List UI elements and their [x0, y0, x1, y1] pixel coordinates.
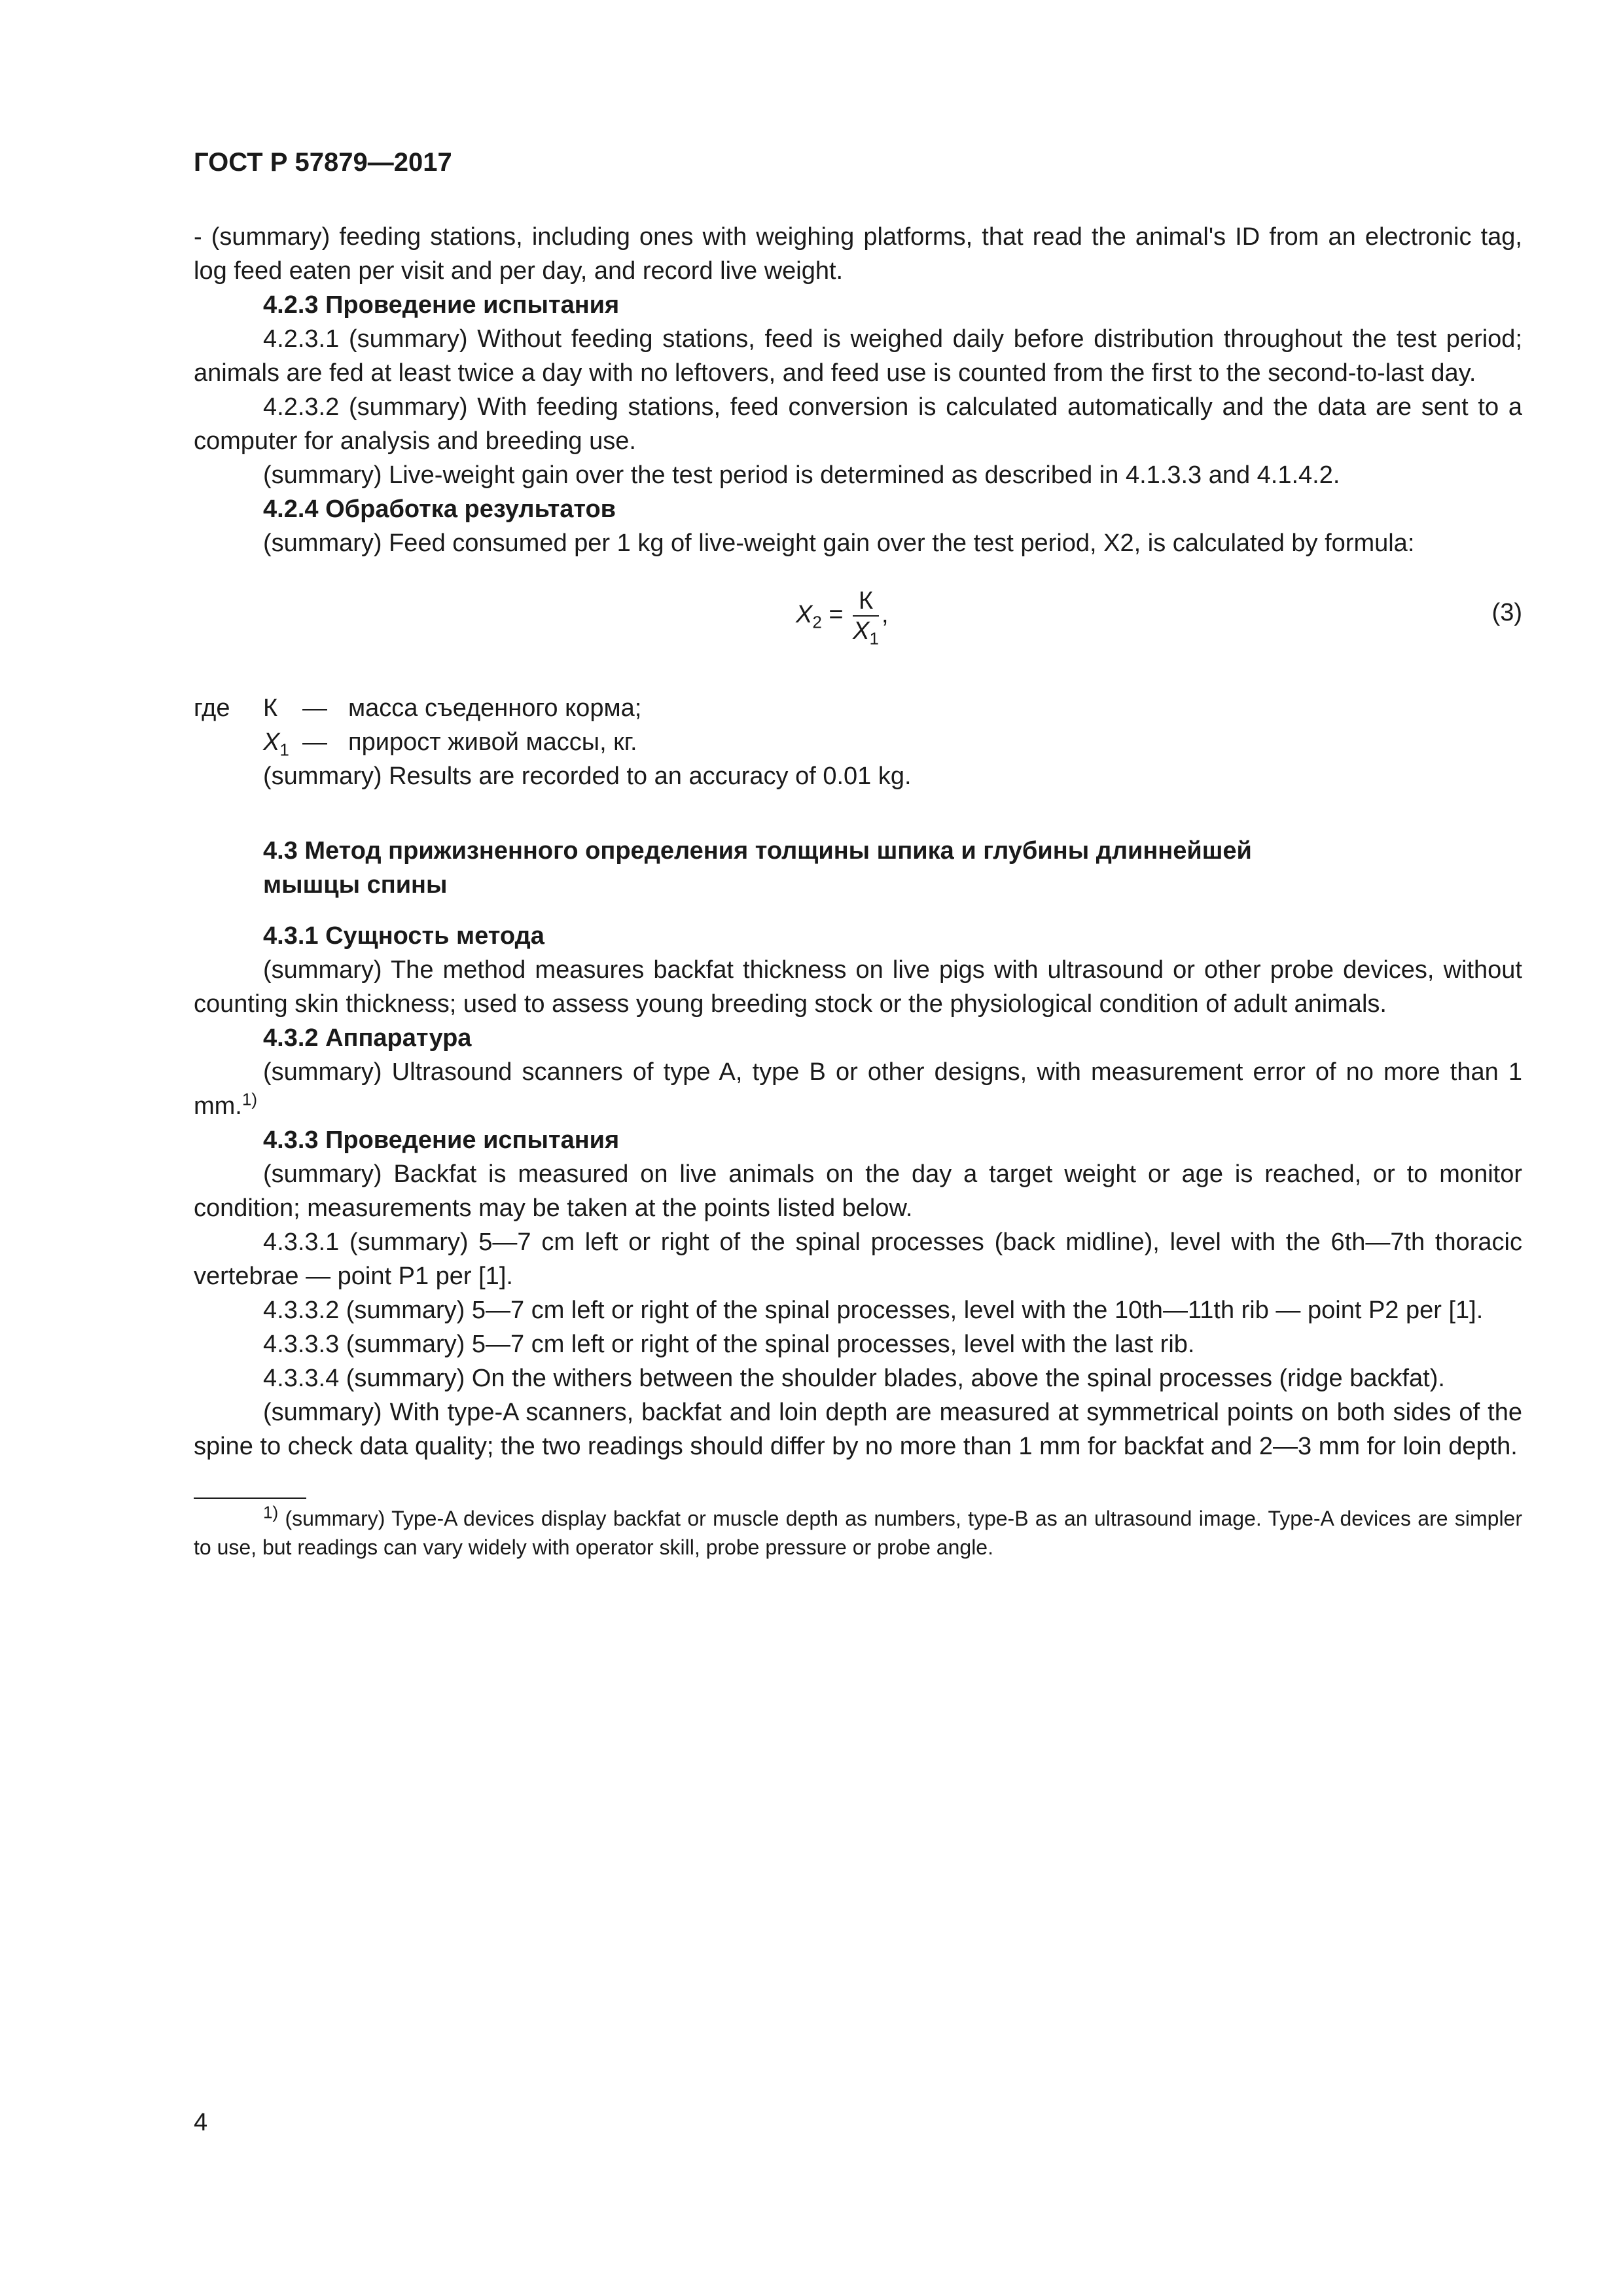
- footnote-text: (summary) Type-A devices display backfat or muscle depth as numbers, type-B as an ultrasound image. Type-A devices are simpler to use, but readings can vary widely with operator skill, probe pressure or probe angle.: [194, 1507, 1523, 1559]
- where-x-sub: 1: [279, 740, 289, 760]
- formula-den-var: X: [853, 617, 870, 645]
- formula-denominator: [853, 617, 879, 649]
- heading-4-3-line2: мышцы спины: [263, 871, 448, 899]
- heading-4-3-3: 4.3.3 Проведение испытания: [263, 1126, 620, 1154]
- where-symbol-x1: [263, 725, 302, 759]
- document-header: ГОСТ Р 57879—2017: [194, 148, 452, 177]
- formula-3: [194, 583, 1522, 668]
- footnote-ref: 1): [241, 1089, 257, 1109]
- heading-4-2-3: 4.2.3 Проведение испытания: [263, 291, 620, 319]
- footnote-marker: 1): [263, 1502, 279, 1522]
- paragraph-4-3-3-3: 4.3.3.3 (summary) 5—7 cm left or right of the spinal processes, level with the last rib.: [263, 1331, 1195, 1358]
- paragraph-intro: - (summary) feeding stations, including ones with weighing platforms, that read the animal's ID from an electronic tag, log feed eaten per visit and per day, and record live weight.: [194, 223, 1522, 285]
- where-row-x1: [194, 725, 1522, 759]
- heading-4-3-1: 4.3.1 Сущность метода: [263, 922, 544, 950]
- paragraph-4-3-3-2: 4.3.3.2 (summary) 5—7 cm left or right of the spinal processes, level with the 10th—11th rib — point P2 per [1].: [263, 1297, 1484, 1324]
- heading-4-3: [194, 834, 1522, 902]
- where-lead: где: [194, 694, 230, 722]
- footnote: [194, 1504, 1522, 1562]
- formula-den-sub: 1: [869, 628, 879, 649]
- paragraph-4-3-1: (summary) The method measures backfat thickness on live pigs with ultrasound or other probe devices, without counting skin thickness; used to assess young breeding stock or the physiological condition of adult animals.: [194, 956, 1522, 1018]
- formula-eq: =: [821, 601, 851, 629]
- formula-numerator: К: [853, 586, 879, 617]
- where-x-var: X: [263, 728, 280, 756]
- heading-4-3-2: 4.3.2 Аппаратура: [263, 1024, 472, 1052]
- formula-fraction: [853, 586, 879, 649]
- paragraph-symmetry: (summary) With type-A scanners, backfat and loin depth are measured at symmetrical points on both sides of the spine to check data quality; the two readings should differ by no more than 1 mm for backfat and 2—3 mm for loin depth.: [194, 1399, 1522, 1460]
- where-desc-x1: прирост живой массы, кг.: [348, 728, 637, 756]
- formula-number: (3): [1491, 599, 1522, 626]
- where-row-k: [194, 691, 1522, 725]
- paragraph-4-3-3: (summary) Backfat is measured on live animals on the day a target weight or age is reached, or to monitor condition; measurements may be taken at the points listed below.: [194, 1160, 1522, 1222]
- heading-4-3-line1: 4.3 Метод прижизненного определения толщины шпика и глубины длиннейшей: [263, 837, 1252, 865]
- heading-4-2-4: 4.2.4 Обработка результатов: [263, 495, 616, 523]
- formula-trail: ,: [881, 601, 889, 629]
- page-content: [194, 145, 1522, 1562]
- formula-expression: [796, 586, 889, 649]
- formula-lhs-sub: 2: [812, 612, 822, 632]
- paragraph-4-3-3-4: 4.3.3.4 (summary) On the withers between the shoulder blades, above the spinal processes (ridge backfat).: [263, 1365, 1445, 1392]
- paragraph-4-3-3-1: 4.3.3.1 (summary) 5—7 cm left or right of the spinal processes (back midline), level with the 6th—7th thoracic vertebrae — point P1 per [1].: [194, 1229, 1522, 1290]
- where-dash-1: —: [302, 694, 327, 722]
- paragraph-weight-gain: (summary) Live-weight gain over the test period is determined as described in 4.1.3.3 and 4.1.4.2.: [263, 461, 1340, 489]
- where-symbol-k: К: [263, 694, 278, 722]
- paragraph-4-3-2-text: (summary) Ultrasound scanners of type A, type B or other designs, with measurement error of no more than 1 mm.: [194, 1058, 1522, 1120]
- paragraph-4-3-2: [194, 1055, 1522, 1123]
- where-dash-2: —: [302, 728, 327, 756]
- footnote-rule: [194, 1498, 306, 1499]
- paragraph-calc: (summary) Feed consumed per 1 kg of live-weight gain over the test period, X2, is calculated by formula:: [263, 529, 1415, 557]
- paragraph-results: (summary) Results are recorded to an accuracy of 0.01 kg.: [263, 762, 912, 790]
- formula-lhs-var: X: [796, 601, 813, 629]
- paragraph-4-2-3-2: 4.2.3.2 (summary) With feeding stations, feed conversion is calculated automatically and the data are sent to a computer for analysis and breeding use.: [194, 393, 1522, 455]
- page-number: 4: [194, 2109, 208, 2136]
- where-desc-k: масса съеденного корма;: [348, 694, 642, 722]
- paragraph-4-2-3-1: 4.2.3.1 (summary) Without feeding stations, feed is weighed daily before distribution throughout the test period; animals are fed at least twice a day with no leftovers, and feed use is counted from the first to the second-to-last day.: [194, 325, 1522, 387]
